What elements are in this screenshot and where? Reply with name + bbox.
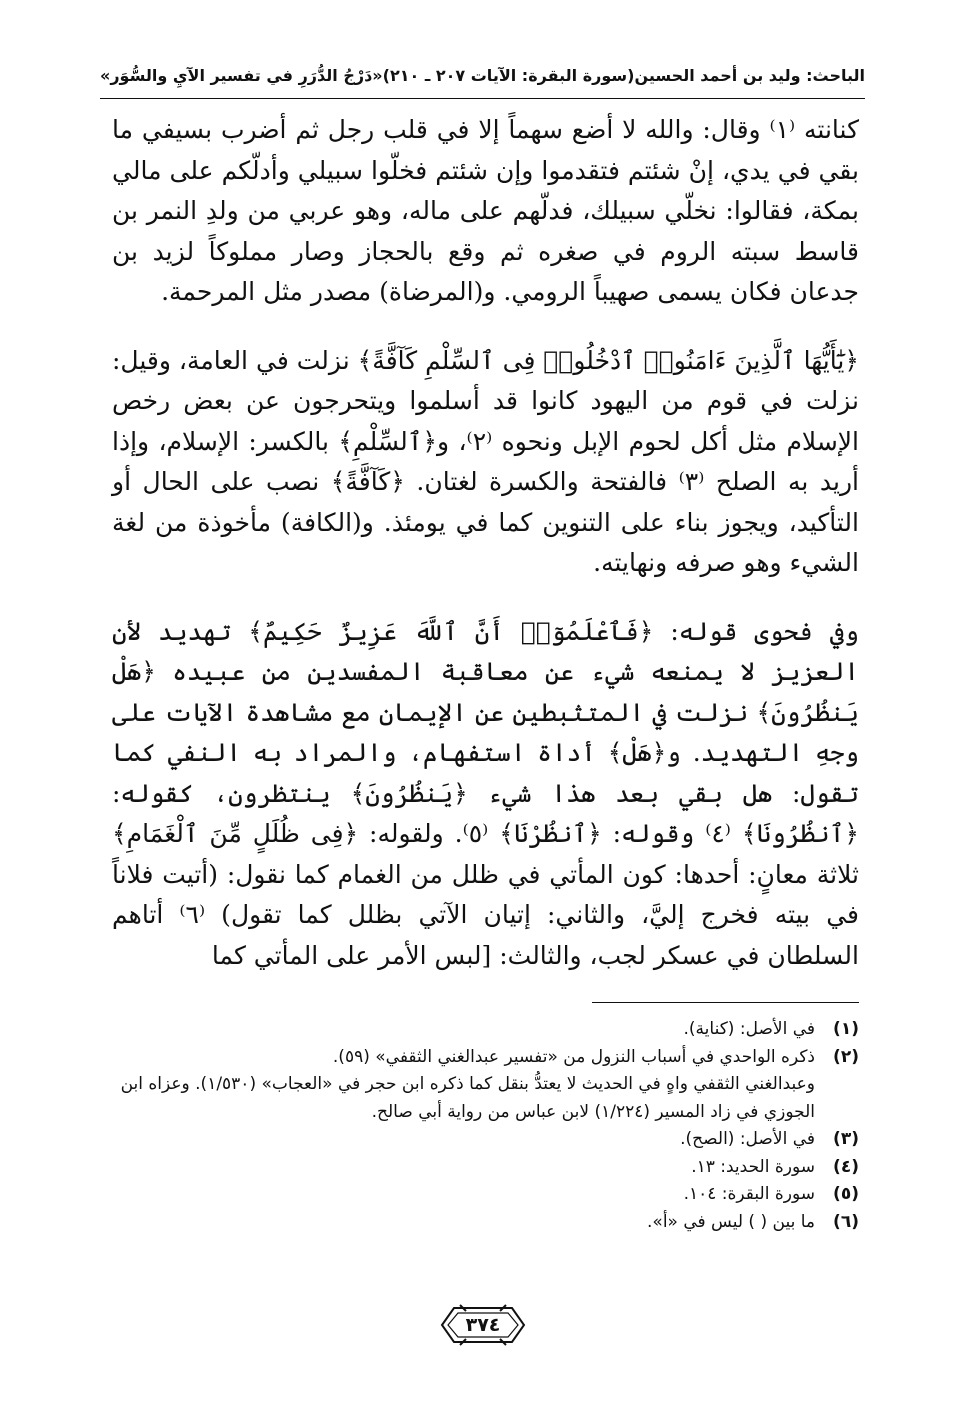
footnote-item [112,1044,859,1072]
header-divider [100,98,865,99]
footnote-item [112,1016,859,1044]
header-surah-range: (سورة البقرة: الآيات ٢٠٧ ـ ٢١٠) [382,65,635,85]
footnotes [112,1016,859,1236]
page-number-badge [440,1302,526,1348]
paragraph-3: وفي فحوى قوله: ﴿فَٱعْلَمُوٓا۟ أَنَّ ٱللَّهَ عَزِيزٌ حَكِيمٌ﴾ تهديد لأن العزيز لا يمنعه شيء عن معاقبة المفسدين من عبيده ﴿هَلْ يَنظُرُونَ﴾ نزلت في المتثبطين عن الإيمان مع مشاهدة الآيات على وجهِ التهديد. و﴿هَلْ﴾ أداة استفهام، والمراد به النفي كما تقول: هل بقي بعد هذا شيء ﴿يَنظُرُونَ﴾ ينتظرون، كقوله: ﴿ٱنظُرُونَا﴾ ⁽٤⁾ وقوله: ﴿ٱنظُرْنَا﴾ ⁽٥⁾. ولقوله: ﴿فِى ظُلَلٍ مِّنَ ٱلْغَمَامِ﴾ ثلاثة معانٍ: أحدها: كون المأتي في ظلل من الغمام كما نقول: (أتيت فلاناً في بيته فخرج إليَّ، والثاني: إتيان الآتي بظلل كما تقول) ⁽٦⁾ أتاهم السلطان في عسكر لجب، والثالث: [لبس الأمر على المأتي كما [112,616,860,970]
footnote-number: (٢) [833,1046,859,1067]
footnote-divider [592,1002,859,1003]
running-header [100,58,865,92]
main-text [112,110,859,976]
footnote-number: (١) [833,1019,859,1039]
paragraph-1: كنانته ⁽١⁾ وقال: والله لا أضع سهماً إلا في قلب رجل ثم أضرب بسيفي ما بقي في يدي، إنْ شئتم فتقدموا وإن شئتم فخلّوا سبيلي وأدلّكم على مالي بمكة، فقالوا: نخلّي سبيلك، فدلّهم على ماله، وهو عربي من ولدِ النمر بن قاسط سبته الروم في صغره ثم وقع بالحجاز وصار مملوكاً لزيد بن جدعان فكان يسمى صهيباً الرومي. و(المرضاة) مصدر مثل المرحمة. [112,115,859,306]
footnote-text: سورة البقرة: ١٠٤. [683,1184,815,1204]
header-author: الباحث: وليد بن أحمد الحسين [634,65,865,85]
header-book-title: «دَرْجُ الدُّرَرِ في تفسير الآيِ والسُّوَر» [100,65,383,85]
footnote-number: (٤) [833,1156,859,1177]
footnote-item [112,1209,859,1237]
footnote-text: في الأصل: (الصح). [680,1129,815,1149]
footnote-number: (٥) [833,1184,859,1204]
footnote-text: ذكره الواحدي في أسباب النزول من «تفسير عبدالغني الثقفي» (٥٩). [332,1046,815,1067]
footnote-item [112,1181,859,1209]
footnote-number: (٦) [833,1211,859,1232]
page-number: ٣٧٤ [462,1314,505,1336]
footnote-item [112,1126,859,1154]
footnote-text: ما بين ( ) ليس في «أ». [647,1211,815,1232]
footnote-text: سورة الحديد: ١٣. [691,1156,815,1177]
paragraph-2: ﴿يَٰٓأَيُّهَا ٱلَّذِينَ ءَامَنُوا۟ ٱدْخُلُوا۟ فِى ٱلسِّلْمِ كَآفَّةً﴾ نزلت في العامة، وقيل: نزلت في قوم من اليهود كانوا قد أسلموا ويتحرجون عن بعض رخص الإسلام مثل أكل لحوم الإبل ونحوه ⁽٢⁾، و﴿ٱلسِّلْمِ﴾ بالكسر: الإسلام، وإذا أريد به الصلح ⁽٣⁾ فالفتحة والكسرة لغتان. ﴿كَآفَّةً﴾ نصب على الحال أو التأكيد، ويجوز بناء على التنوين كما في يومئذ. و(الكافة) مأخوذة من لغة الشيء وهو صرفه ونهايته. [112,345,860,577]
footnote-item [112,1154,859,1182]
footnote-continuation: وعبدالغني الثقفي واهٍ في الحديث لا يعتدُّ بنقل كما ذكره ابن حجر في «العجاب» (١/٥٣٠). وعزاه ابن الجوزي في زاد المسير (١/٢٢٤) لابن عباس من رواية أبي صالح. [120,1074,815,1122]
footnote-number: (٣) [833,1129,859,1149]
footnote-text: في الأصل: (كناية). [683,1019,815,1039]
